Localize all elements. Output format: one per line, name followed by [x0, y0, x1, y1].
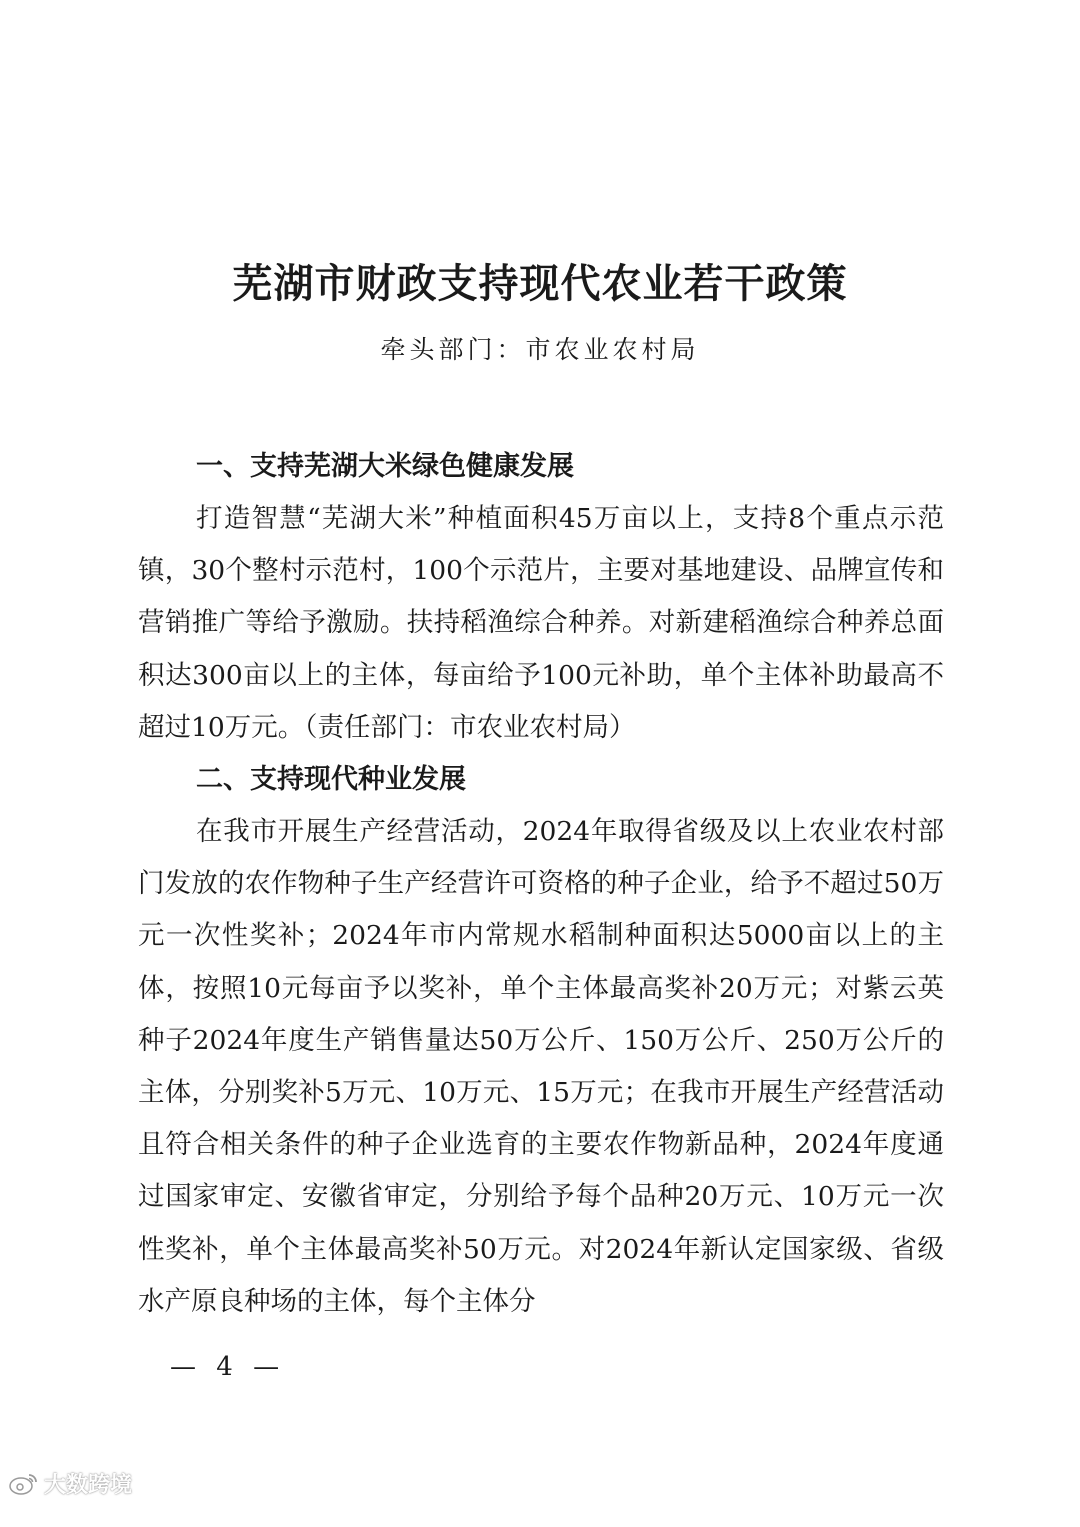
watermark-text: 大数跨境: [44, 1473, 133, 1498]
section-body-1: 打造智慧“芜湖大米”种植面积45万亩以上，支持8个重点示范镇，30个整村示范村，100个示范片，主要对基地建设、品牌宣传和营销推广等给予激励。扶持稻渔综合种养。对新建稻渔综合种养总面积达300亩以上的主体，每亩给予100元补助，单个主体补助最高不超过10万元。（责任部门：市农业农村局）: [138, 503, 944, 743]
document-body: [138, 441, 944, 1328]
weibo-icon: [8, 1472, 38, 1496]
watermark: [8, 1468, 132, 1499]
page-title: 芜湖市财政支持现代农业若干政策: [232, 260, 848, 307]
section-body-2: 在我市开展生产经营活动，2024年取得省级及以上农业农村部门发放的农作物种子生产经营许可资格的种子企业，给予不超过50万元一次性奖补；2024年市内常规水稻制种面积达5000亩以上的主体，按照10元每亩予以奖补，单个主体最高奖补20万元；对紫云英种子2024年度生产销售量达50万公斤、150万公斤、250万公斤的主体，分别奖补5万元、10万元、15万元；在我市开展生产经营活动且符合相关条件的种子企业选育的主要农作物新品种，2024年度通过国家审定、安徽省审定，分别给予每个品种20万元、10万元一次性奖补，单个主体最高奖补50万元。对2024年新认定国家级、省级水产原良种场的主体，每个主体分: [138, 816, 944, 1317]
lead-department: 牵头部门：市农业农村局: [380, 335, 700, 364]
section-heading-1: 一、支持芜湖大米绿色健康发展: [196, 451, 574, 482]
page-number: — 4 —: [170, 1352, 286, 1382]
section-heading-2: 二、支持现代种业发展: [196, 764, 466, 796]
